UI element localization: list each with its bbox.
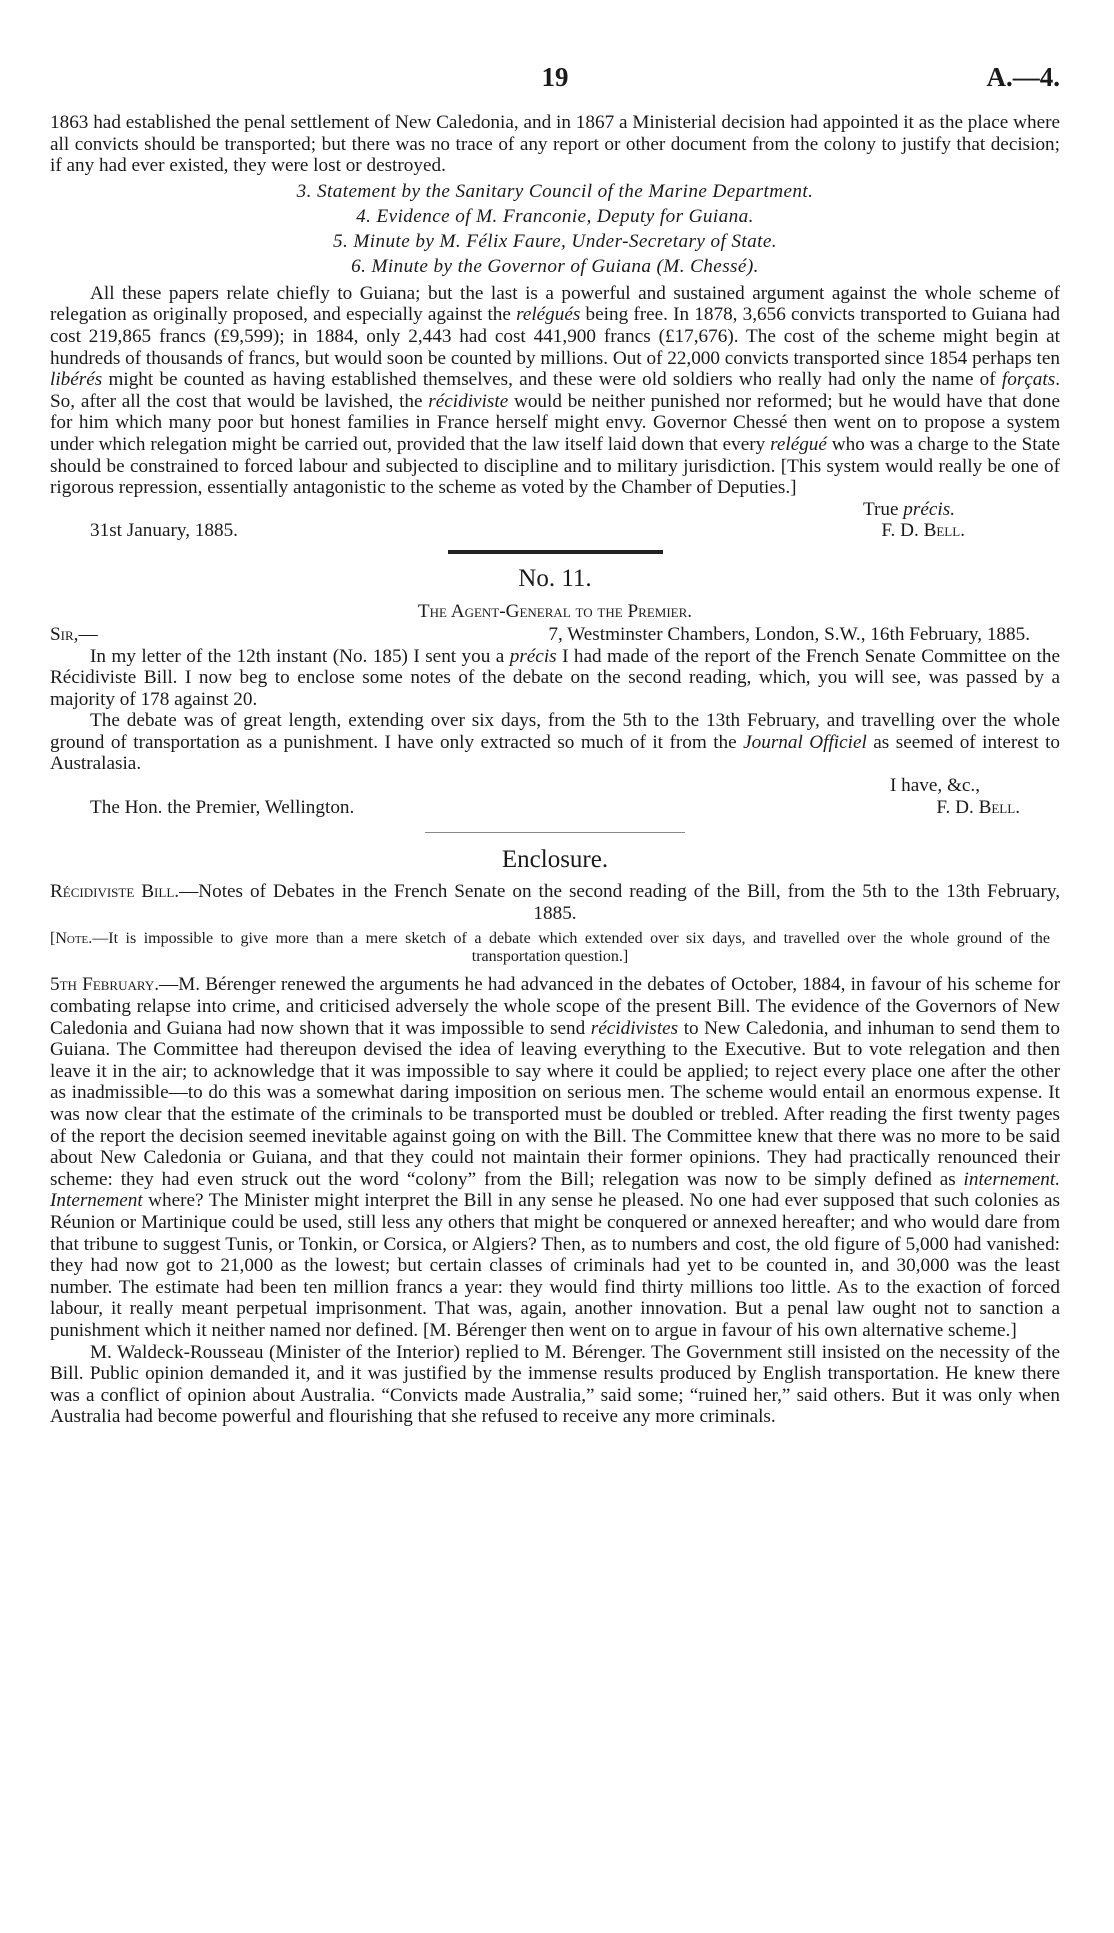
salutation: Sir,— xyxy=(50,623,98,645)
letter-signer: F. D. Bell. xyxy=(936,796,1020,818)
editorial-note: [Note.—It is impossible to give more than a mere sketch of a debate which extended over six days, and travelled over the whole ground of the transportation question.] xyxy=(50,930,1050,966)
page-header xyxy=(50,62,1060,112)
bill-heading: Récidiviste Bill.—Notes of Debates in the French Senate on the second reading of the Bill, from the 5th to the 13th February, 1885. xyxy=(50,881,1060,924)
section-divider xyxy=(425,832,685,833)
letter-closing: I have, &c., xyxy=(889,775,980,797)
letter-addressee: The Hon. the Premier, Wellington. xyxy=(90,796,355,818)
debate-waldeck: M. Waldeck-Rousseau (Minister of the Interior) replied to M. Bérenger. The Government still insisted on the necessity of the Bill. Public opinion demanded it, and it was justified by the immense results produced by English transportation. He knew there was a conflict of opinion about Australia. “Convicts made Australia,” said some; “ruined her,” said others. But it was only when Australia had become powerful and flourishing that she refused to receive any more criminals. xyxy=(50,1341,1060,1428)
document-reference: A.—4. xyxy=(986,62,1060,92)
document-item: 3. Statement by the Sanitary Council of the Marine Department. xyxy=(296,180,814,202)
letter-number: No. 11. xyxy=(518,564,592,592)
document-page xyxy=(50,62,1060,1428)
precis-signer: F. D. Bell. xyxy=(881,520,965,542)
true-precis-line: True précis. xyxy=(862,498,955,520)
precis-signature-row xyxy=(50,520,1060,542)
letter-paragraph: The debate was of great length, extending over six days, from the 5th to the 13th February, and travelling over the whole ground of transportation as a punishment. I have only extracted so much of it from the Journal Officiel as seemed of interest to Australasia. xyxy=(50,710,1061,775)
enclosure-title: Enclosure. xyxy=(501,846,609,874)
intro-paragraph: 1863 had established the penal settlement of New Caledonia, and in 1867 a Ministerial decision had appointed it as the place where all convicts should be transported; but there was no trace of any report or other document from the colony to justify that decision; if any had ever existed, they were lost or destroyed. xyxy=(50,112,1060,177)
page-number: 19 xyxy=(541,62,569,92)
letter-signature-row xyxy=(50,797,1060,819)
section-divider xyxy=(448,550,663,554)
letter-paragraph: In my letter of the 12th instant (No. 185) I sent you a précis I had made of the report of the French Senate Committee on the Récidiviste Bill. I now beg to enclose some notes of the debate on the second reading, which, you will see, was passed by a majority of 178 against 20. xyxy=(50,645,1060,710)
document-item: 4. Evidence of M. Franconie, Deputy for Guiana. xyxy=(356,205,754,227)
document-item: 5. Minute by M. Félix Faure, Under-Secretary of State. xyxy=(333,230,777,252)
letter-from-to: The Agent-General to the Premier. xyxy=(417,600,693,622)
papers-paragraph: All these papers relate chiefly to Guiana; but the last is a powerful and sustained argument against the whole scheme of relegation as originally proposed, and especially against the relégués being free. In 1878, 3,656 convicts transported to Guiana had cost 219,865 francs (£9,599); in 1884, only 2,443 had cost 441,900 francs (£17,676). The cost of the scheme might begin at hundreds of thousands of francs, but would soon be counted by millions. Out of 22,000 convicts transported since 1854 perhaps ten libérés might be counted as having established themselves, and these were old soldiers who really had only the name of forçats. So, after all the cost that would be lavished, the récidiviste would be neither punished nor reformed; but he would have that done for him which many poor but honest families in France herself might envy. Governor Chessé then went on to propose a system under which relegation might be carried out, provided that the law itself laid down that every relégué who was a charge to the State should be constrained to forced labour and subjected to discipline and to military jurisdiction. [This system would really be one of rigorous repression, essentially antagonistic to the scheme as voted by the Chamber of Deputies.] xyxy=(50,282,1060,499)
letter-address: 7, Westminster Chambers, London, S.W., 16th February, 1885. xyxy=(548,623,1030,645)
precis-date: 31st January, 1885. xyxy=(90,520,238,542)
document-list xyxy=(50,179,1060,279)
salutation-row xyxy=(50,624,1060,646)
document-item: 6. Minute by the Governor of Guiana (M. Chessé). xyxy=(351,255,759,277)
debate-feb5: 5th February.—M. Bérenger renewed the arguments he had advanced in the debates of October, 1884, in favour of his scheme for combating relapse into crime, and criticised adversely the whole scope of the present Bill. The evidence of the Governors of New Caledonia and Guiana had now shown that it was impossible to send récidivistes to New Caledonia, and inhuman to send them to Guiana. The Committee had thereupon devised the idea of leaving everything to the Executive. But to vote relegation and then leave it in the air; to acknowledge that it was impossible to say where it could be applied; to reject every place one after the other as inadmissible—to do this was a somewhat daring imposition on serious men. The scheme would entail an enormous expense. It was now clear that the estimate of the criminals to be transported must be doubled or trebled. After reading the first twenty pages of the report the decision seemed inevitable against going on with the Bill. The Committee knew that there was no more to be said about New Caledonia or Guiana, and that they could not maintain their former opinions. They had practically renounced their scheme: they had even struck out the word “colony” from the Bill; relegation was now to be simply defined as internement. Internement where? The Minister might interpret the Bill in any sense he pleased. No one had ever supposed that such colonies as Réunion or Martinique could be used, still less any others that might be conquered or annexed hereafter; and who would dare from that tribune to suggest Tunis, or Tonkin, or Corsica, or Algiers? Then, as to numbers and cost, the old figure of 5,000 had vanished: they had now got to 21,000 as the lowest; but certain classes of criminals had yet to be counted in, and 30,000 was the least number. The estimate had been ten million francs a year: they would find thirty millions too little. As to the exaction of forced labour, it really meant perpetual imprisonment. That was, again, another innovation. But a penal law ought not to sanction a punishment which it neither named nor defined. [M. Bérenger then went on to argue in favour of his own alternative scheme.] xyxy=(50,974,1060,1341)
